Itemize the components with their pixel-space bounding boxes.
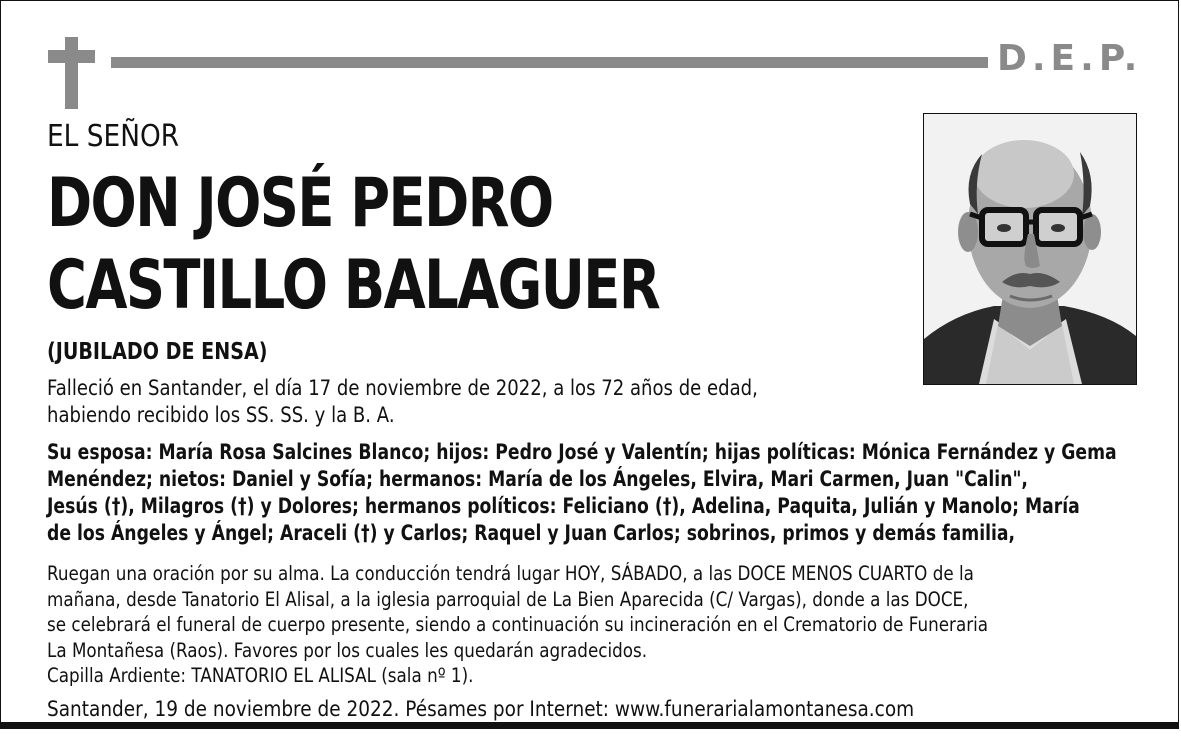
family-line: Jesús (†), Milagros (†) y Dolores; hermanos políticos: Feliciano (†), Adelina, Paquita, Julián y Manolo; María: [47, 494, 1080, 518]
ceremony-line: Ruegan una oración por su alma. La conducción tendrá lugar HOY, SÁBADO, a las DOCE MENOS CUARTO de la: [47, 562, 974, 585]
family-line: de los Ángeles y Ángel; Araceli (†) y Carlos; Raquel y Juan Carlos; sobrinos, primos y demás familia,: [47, 521, 1016, 545]
portrait-photo: [923, 113, 1137, 385]
honorific-prefix: EL SEÑOR: [47, 119, 180, 154]
death-notice-line: Falleció en Santander, el día 17 de noviembre de 2022, a los 72 años de edad,: [47, 376, 758, 400]
header-rule: [111, 57, 988, 68]
death-notice: [47, 375, 855, 429]
family-line: Menéndez; nietos: Daniel y Sofía; hermanos: María de los Ángeles, Elvira, Mari Carmen, Juan "Calin",: [47, 467, 1028, 491]
footer-line: Santander, 19 de noviembre de 2022. Pésames por Internet: www.funerarialamontanesa.com: [47, 697, 915, 721]
portrait-image: [924, 114, 1136, 384]
ceremony-line: Capilla Ardiente: TANATORIO EL ALISAL (sala nº 1).: [47, 664, 474, 687]
family-list: [47, 439, 1129, 547]
ceremony-line: mañana, desde Tanatorio El Alisal, a la iglesia parroquial de La Bien Aparecida (C/ Vargas), donde a las DOCE,: [47, 587, 969, 611]
family-line: Su esposa: María Rosa Salcines Blanco; hijos: Pedro José y Valentín; hijas políticas: Mónica Fernández y Gema: [47, 440, 1117, 464]
death-notice-line: habiendo recibido los SS. SS. y la B. A.: [47, 403, 395, 427]
deceased-name-line1: DON JOSÉ PEDRO: [47, 164, 553, 243]
occupation: (JUBILADO DE ENSA): [47, 339, 268, 365]
cross-icon: [37, 37, 99, 109]
ceremony-details: [47, 561, 1113, 689]
dep-label: D.E.P.: [997, 38, 1143, 79]
ceremony-line: La Montañesa (Raos). Favores por los cuales les quedarán agradecidos.: [47, 638, 648, 662]
ceremony-line: se celebrará el funeral de cuerpo presente, siendo a continuación su incineración en el Crematorio de Funeraria: [47, 613, 989, 636]
deceased-name-line2: CASTILLO BALAGUER: [47, 246, 660, 325]
